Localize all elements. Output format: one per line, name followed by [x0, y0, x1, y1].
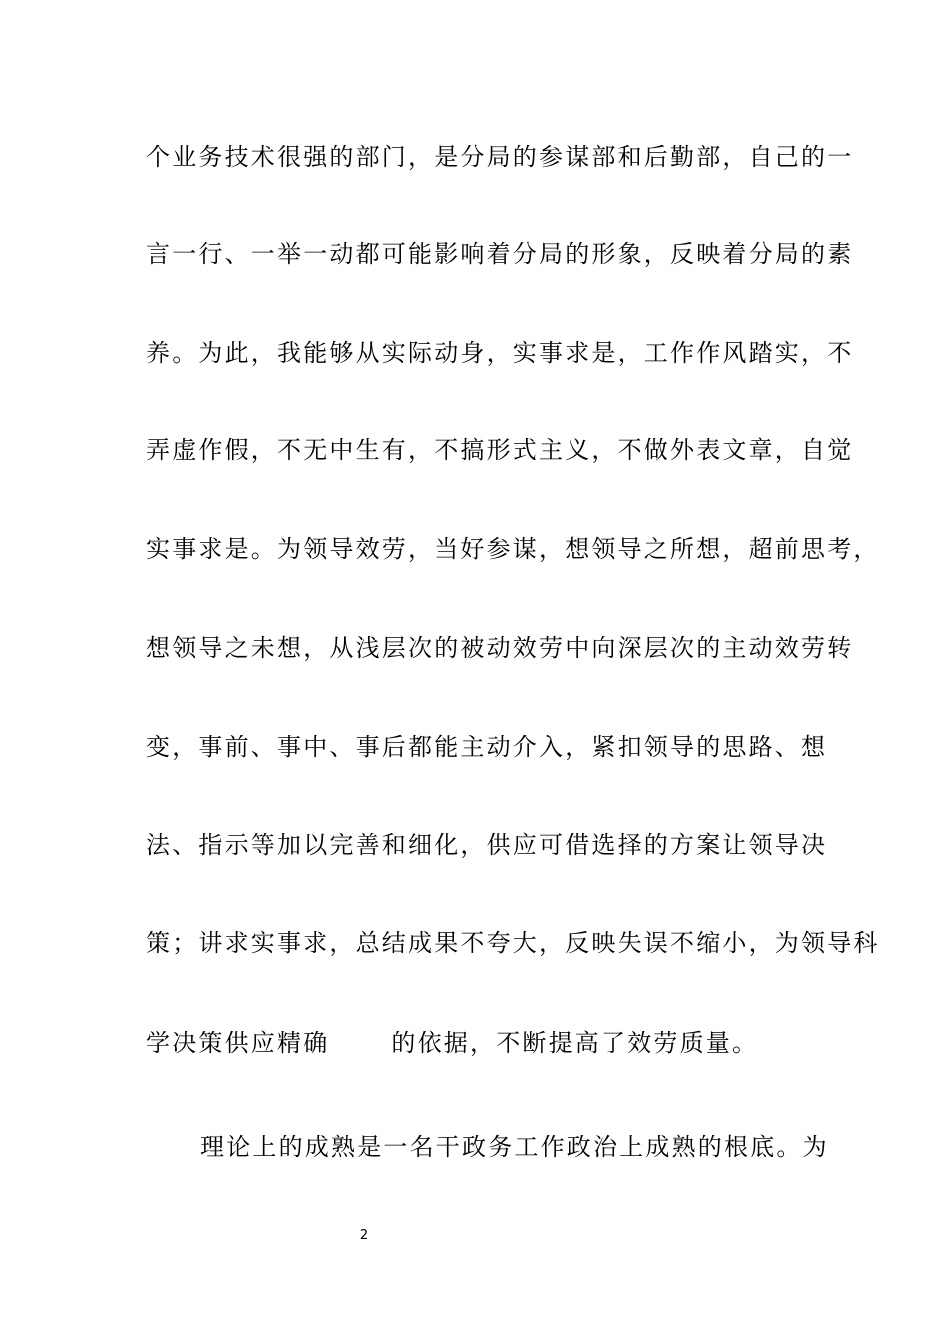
text-line-10	[146, 1029, 806, 1057]
text-line-4: 弄虚作假，不无中生有，不搞形式主义，不做外表文章，自觉	[146, 436, 854, 464]
text-line-9: 策；讲求实事求，总结成果不夸大，反映失误不缩小，为领导科	[146, 929, 880, 957]
text-line-6: 想领导之未想，从浅层次的被动效劳中向深层次的主动效劳转	[146, 634, 854, 662]
text-line-2: 言一行、一举一动都可能影响着分局的形象，反映着分局的素	[146, 240, 854, 268]
text-line-5: 实事求是。为领导效劳，当好参谋，想领导之所想，超前思考，	[146, 535, 880, 563]
text-line-3: 养。为此，我能够从实际动身，实事求是，工作作风踏实，不	[146, 339, 854, 367]
text-line-10-part1: 学决策供应精确	[146, 1029, 330, 1057]
text-line-10-part2: 的依据，不断提高了效劳质量。	[391, 1029, 759, 1057]
text-line-7: 变，事前、事中、事后都能主动介入，紧扣领导的思路、想	[146, 733, 828, 761]
page-number: 2	[359, 1228, 369, 1243]
text-line-1: 个业务技术很强的部门，是分局的参谋部和后勤部，自己的一	[146, 143, 854, 171]
paragraph-first-line: 理论上的成熟是一名干政务工作政治上成熟的根底。为	[200, 1133, 829, 1161]
text-line-8: 法、指示等加以完善和细化，供应可借选择的方案让领导决	[146, 831, 828, 859]
